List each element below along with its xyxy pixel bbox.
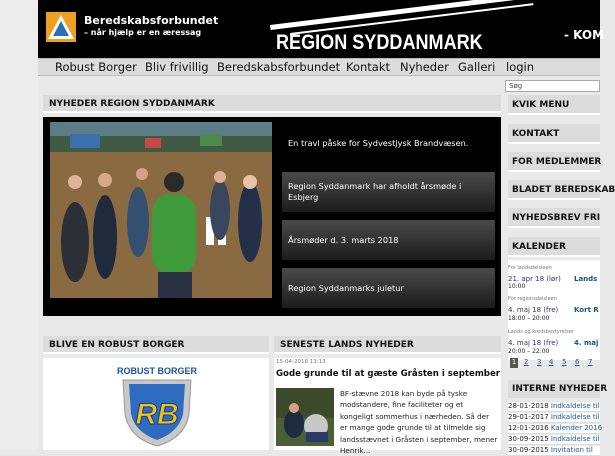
calendar-page-link[interactable]: 2 (524, 358, 529, 366)
region-title: REGION SYDDANMARK (276, 31, 483, 54)
beredskab-logo-icon[interactable] (46, 12, 76, 42)
lands-news-title: SENESTE LANDS NYHEDER (274, 336, 501, 354)
calendar-event-title[interactable]: Kort R (574, 306, 599, 314)
news-link[interactable]: En travl påske for Sydvestjysk Brandvæsen. (282, 123, 495, 163)
calendar-page-link[interactable]: 5 (562, 358, 567, 366)
lands-news-thumbnail[interactable] (276, 388, 334, 446)
calendar-date: 4. maj 18 (fre) (508, 306, 559, 314)
interne-date: 29-01-2017 (508, 413, 549, 421)
calendar-page-link[interactable]: 7 (588, 358, 593, 366)
main-nav (38, 58, 600, 76)
interne-link[interactable]: Indkaldelse til (550, 402, 600, 410)
news-section-title: NYHEDER REGION SYDDANMARK (43, 95, 501, 113)
calendar-time: 20:00 – 22:00 (508, 348, 550, 355)
header-right-text: - KOM (564, 28, 605, 42)
interne-link[interactable]: Invitation til (550, 446, 593, 454)
calendar-time: 18:00 – 20:00 (508, 315, 550, 322)
interne-row[interactable] (508, 435, 600, 445)
interne-date: 30-09-2015 (508, 446, 549, 454)
site-header (38, 0, 605, 58)
robust-borger-badge-icon[interactable] (115, 362, 199, 448)
interne-link[interactable]: Kalender 2016 (550, 424, 603, 432)
interne-date: 28-01-2018 (508, 402, 549, 410)
sidebar-kontakt[interactable]: KONTAKT (508, 124, 600, 144)
nav-bliv-frivillig[interactable]: Bliv frivillig (145, 60, 209, 74)
calendar-event-title[interactable]: 4. maj (574, 339, 599, 347)
calendar-group: For landsdelsleen (508, 265, 552, 271)
badge-top-text: ROBUST BORGER (116, 366, 198, 376)
calendar-widget (508, 260, 600, 360)
calendar-date: 21. apr 18 (lør) (508, 275, 561, 283)
sidebar-nyhedsbrev[interactable]: NYHEDSBREV FRI (508, 208, 600, 228)
news-link[interactable]: Region Syddanmarks juletur (282, 268, 495, 308)
robust-borger-panel (43, 358, 269, 450)
nav-nyheder[interactable]: Nyheder (400, 60, 449, 74)
news-link[interactable]: Årsmøder d. 3. marts 2018 (282, 220, 495, 260)
sidebar-kvik-menu: KVIK MENU (508, 95, 600, 115)
banner-stripe (270, 0, 537, 30)
lands-news-panel (274, 358, 501, 456)
interne-date: 12-01-2016 (508, 424, 549, 432)
calendar-time: 10:00 (508, 283, 526, 290)
news-photo[interactable] (50, 122, 272, 298)
nav-beredskabsforbundet[interactable]: Beredskabsforbundet (217, 60, 341, 74)
lands-news-date: 15-04-2018 13:13 (276, 359, 326, 365)
calendar-group: For regionsdelsleen (508, 296, 557, 302)
interne-link[interactable]: Indkaldelse til (550, 435, 600, 443)
org-name[interactable]: Beredskabsforbundet (84, 14, 219, 27)
interne-row[interactable] (508, 413, 600, 423)
sidebar-kalender: KALENDER (508, 237, 600, 257)
news-link[interactable]: Region Syddanmark har afholdt årsmøde i Esbjerg (282, 172, 495, 212)
interne-date: 30-09-2015 (508, 435, 549, 443)
interne-row[interactable] (508, 446, 600, 456)
robust-borger-title: BLIVE EN ROBUST BORGER (43, 336, 269, 354)
calendar-event-title[interactable]: Lands (574, 275, 598, 283)
nav-kontakt[interactable]: Kontakt (346, 60, 391, 74)
calendar-page-link[interactable]: 3 (537, 358, 542, 366)
nav-login[interactable]: login (506, 60, 535, 74)
lands-news-text: BF-stævne 2018 kan byde på tyske modstandere, fine faciliteter og et kongeligt sommerhus i nærheden. Så der er mange gode grunde til at tilmelde sig landsstævnet i Gråsten i september, mener Henrik... (340, 389, 498, 456)
calendar-page-link[interactable]: 4 (549, 358, 554, 366)
calendar-page-current[interactable]: 1 (511, 358, 517, 366)
interne-nyheder-title: INTERNE NYHEDER (508, 380, 600, 398)
left-gutter (0, 0, 38, 450)
nav-robust-borger[interactable]: Robust Borger (55, 60, 137, 74)
interne-row[interactable] (508, 424, 603, 434)
lands-news-headline[interactable]: Gode grunde til at gæste Gråsten i september (276, 369, 501, 379)
org-tagline: – når hjælp er en æressag (84, 28, 202, 37)
search-input[interactable]: Søg (505, 80, 600, 92)
sidebar-for-medlemmer[interactable]: FOR MEDLEMMER (508, 152, 600, 172)
sidebar-bladet-beredskab[interactable]: BLADET BEREDSKAB (508, 180, 600, 200)
interne-row[interactable] (508, 402, 600, 412)
calendar-page-link[interactable]: 6 (575, 358, 580, 366)
calendar-date: 4. maj 18 (fre) (508, 339, 559, 347)
badge-letters: RB (135, 398, 179, 431)
region-banner (270, 8, 538, 58)
nav-galleri[interactable]: Galleri (458, 60, 496, 74)
calendar-group: Lands og kredsbestyrelser (508, 329, 574, 335)
interne-link[interactable]: Indkaldelse til (550, 413, 600, 421)
